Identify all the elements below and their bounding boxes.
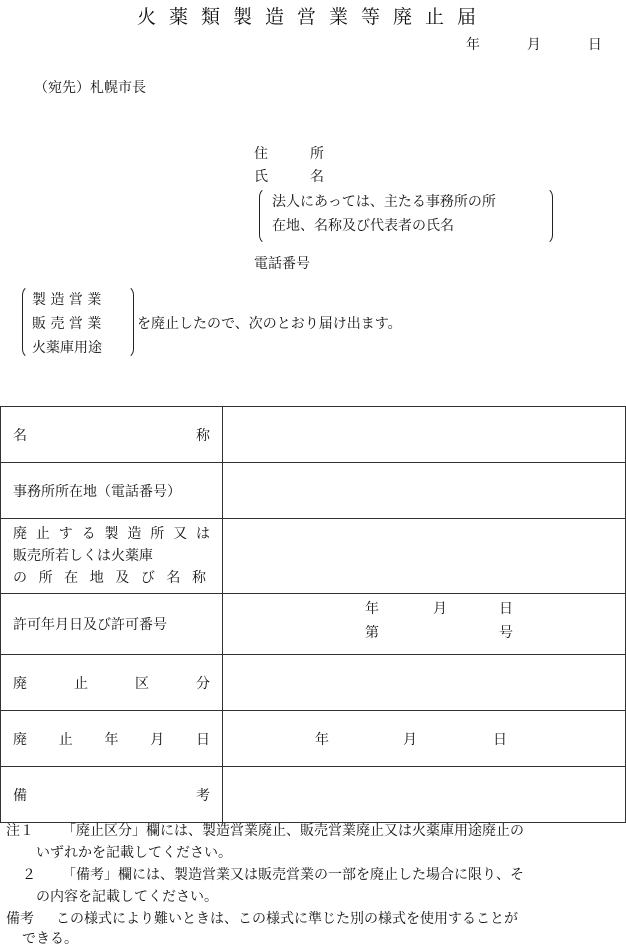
note-2-prefix: ２ bbox=[22, 867, 36, 883]
addressee: （宛先）札幌市長 bbox=[34, 80, 146, 96]
note-2-line1: 「備考」欄には、製造営業又は販売営業の一部を廃止した場合に限り、そ bbox=[62, 867, 524, 883]
date-year-label: 年 bbox=[466, 37, 480, 53]
table-row bbox=[1, 711, 626, 767]
table-row bbox=[1, 767, 626, 823]
permit-year-label: 年 bbox=[365, 601, 379, 617]
office-row-label: 事務所所在地（電話番号） bbox=[1, 463, 223, 519]
permit-day-label: 日 bbox=[499, 601, 513, 617]
permit-month-label: 月 bbox=[433, 601, 447, 617]
page-title: 火薬類製造営業等廃止届 bbox=[136, 6, 489, 28]
remarks-row-label: 備 考 bbox=[1, 767, 223, 823]
remark-line2: できる。 bbox=[22, 931, 78, 947]
note-1-prefix: 注１ bbox=[6, 823, 34, 839]
abolition-sentence: を廃止したので、次のとおり届け出ます。 bbox=[137, 316, 402, 332]
note-1-line1: 「廃止区分」欄には、製造営業廃止、販売営業廃止又は火薬庫用途廃止の bbox=[62, 823, 524, 839]
table-row bbox=[1, 594, 626, 655]
location-row-label: 廃 止 す る 製 造 所 又 は 販売所若しくは火薬庫 の 所 在 地 及 び 名 称 bbox=[1, 519, 223, 594]
abolition-type-sales: 販 売 営 業 bbox=[32, 316, 102, 332]
abolition-month-label: 月 bbox=[403, 732, 417, 748]
abolition-day-label: 日 bbox=[493, 732, 507, 748]
corporate-note-line1: 法人にあっては、主たる事務所の所 bbox=[272, 194, 496, 210]
permit-row-label: 許可年月日及び許可番号 bbox=[1, 594, 223, 655]
name-row-value[interactable] bbox=[223, 407, 626, 463]
category-row-label: 廃 止 区 分 bbox=[1, 655, 223, 711]
category-row-value[interactable] bbox=[223, 655, 626, 711]
permit-row-value[interactable] bbox=[223, 594, 626, 655]
date-day-label: 日 bbox=[587, 37, 602, 53]
office-row-value[interactable] bbox=[223, 463, 626, 519]
abolition-type-magazine: 火薬庫用途 bbox=[32, 340, 102, 356]
notification-table bbox=[0, 406, 626, 823]
name-row-label: 名 称 bbox=[1, 407, 223, 463]
date-row-label: 廃 止 年 月 日 bbox=[1, 711, 223, 767]
table-row bbox=[1, 519, 626, 594]
note-2-line2: の内容を記載してください。 bbox=[36, 889, 218, 905]
table-row bbox=[1, 407, 626, 463]
table-row bbox=[1, 463, 626, 519]
remark-prefix: 備考 bbox=[6, 911, 34, 927]
table-row bbox=[1, 655, 626, 711]
location-row-value[interactable] bbox=[223, 519, 626, 594]
date-month-label: 月 bbox=[526, 37, 541, 53]
date-row-value[interactable] bbox=[223, 711, 626, 767]
permit-gou-label: 号 bbox=[499, 625, 513, 641]
corporate-note-line2: 在地、名称及び代表者の氏名 bbox=[272, 218, 454, 234]
permit-dai-label: 第 bbox=[365, 625, 379, 641]
abolition-type-manufacturing: 製 造 営 業 bbox=[32, 292, 102, 308]
name-label: 氏 名 bbox=[254, 169, 324, 185]
note-1-line2: いずれかを記載してください。 bbox=[36, 845, 232, 861]
remarks-row-value[interactable] bbox=[223, 767, 626, 823]
abolition-year-label: 年 bbox=[315, 732, 329, 748]
submission-date bbox=[466, 34, 602, 54]
phone-label: 電話番号 bbox=[254, 256, 310, 272]
address-label: 住 所 bbox=[254, 146, 324, 162]
remark-line1: この様式により難いときは、この様式に準じた別の様式を使用することが bbox=[56, 911, 518, 927]
